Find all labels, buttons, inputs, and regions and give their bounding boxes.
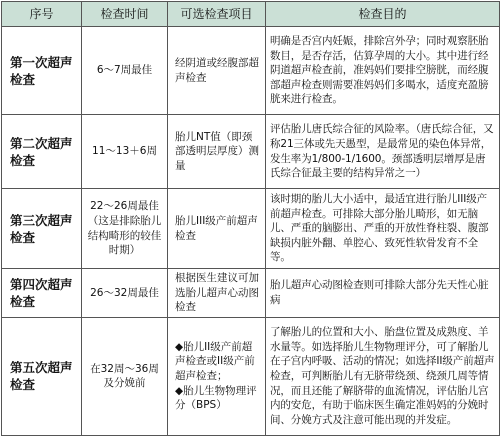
exam-number: 第一次超声检查 [2,27,82,115]
exam-purpose: 评估胎儿唐氏综合征的风险率。（唐氏综合征，又称21三体或先天愚型，是最常见的染色体异常，发生率为1/800-1/1600。颈部透明层增厚是唐氏综合征最主要的结构异常之一） [266,115,500,189]
exam-items: 经阴道或经腹部超声检查 [168,27,266,115]
exam-time: 26～32周最佳 [82,269,168,318]
prenatal-ultrasound-schedule-table [1,1,500,436]
exam-time: 22～26周最佳（这是排除胎儿结构畸形的较佳时期） [82,189,168,269]
table-row [2,27,500,115]
exam-time: 6～7周最佳 [82,27,168,115]
exam-items: 根据医生建议可加选胎儿超声心动图检查 [168,269,266,318]
table-row [2,115,500,189]
exam-purpose: 胎儿超声心动图检查则可排除大部分先天性心脏病 [266,269,500,318]
exam-purpose: 了解胎儿的位置和大小、胎盘位置及成熟度、羊水量等。如选择胎儿生物物理评分，可了解胎儿在子宫内呼吸、活动的情况；如选择II级产前超声检查，可判断胎儿有无脐带绕颈、绕颈几周等情况，而且还能了解脐带的血流情况，评估胎儿宫内的安危，有助于临床医生确定准妈妈的分娩时间、分娩方式及注意可能出现的并发症。 [266,317,500,435]
exam-number: 第二次超声检查 [2,115,82,189]
exam-time: 11～13＋6周 [82,115,168,189]
exam-item-bullet: ◆胎儿II级产前超声检查或II级产前超声检查； [175,340,255,382]
exam-item-bullet: ◆胎儿生物物理评分（BPS） [175,384,257,412]
exam-items: 胎儿NT值（即颈部透明层厚度）测量 [168,115,266,189]
header-items: 可选检查项目 [168,2,266,27]
header-time: 检查时间 [82,2,168,27]
table-header-row [2,2,500,27]
header-purpose: 检查目的 [266,2,500,27]
exam-items [168,317,266,435]
exam-purpose: 该时期的胎儿大小适中，最适宜进行胎儿III级产前超声检查。可排除大部分胎儿畸形，如无脑儿、严重的脑膨出、严重的开放性脊柱裂、腹部缺损内脏外翻、单腔心、致死性软骨发育不全等。 [266,189,500,269]
exam-number: 第四次超声检查 [2,269,82,318]
table-row [2,189,500,269]
exam-purpose: 明确是否宫内妊娠，排除宫外孕；同时观察胚胎数目，是否存活，估算孕周的大小。其中进行经阴道超声检查前，准妈妈们要排空膀胱，而经腹部超声检查则需要准妈妈们多喝水，适度充盈膀胱来进行检查。 [266,27,500,115]
exam-number: 第五次超声检查 [2,317,82,435]
header-number: 序号 [2,2,82,27]
exam-number: 第三次超声检查 [2,189,82,269]
exam-time: 在32周～36周及分娩前 [82,317,168,435]
exam-items: 胎儿III级产前超声检查 [168,189,266,269]
table-row [2,269,500,318]
table-row [2,317,500,435]
